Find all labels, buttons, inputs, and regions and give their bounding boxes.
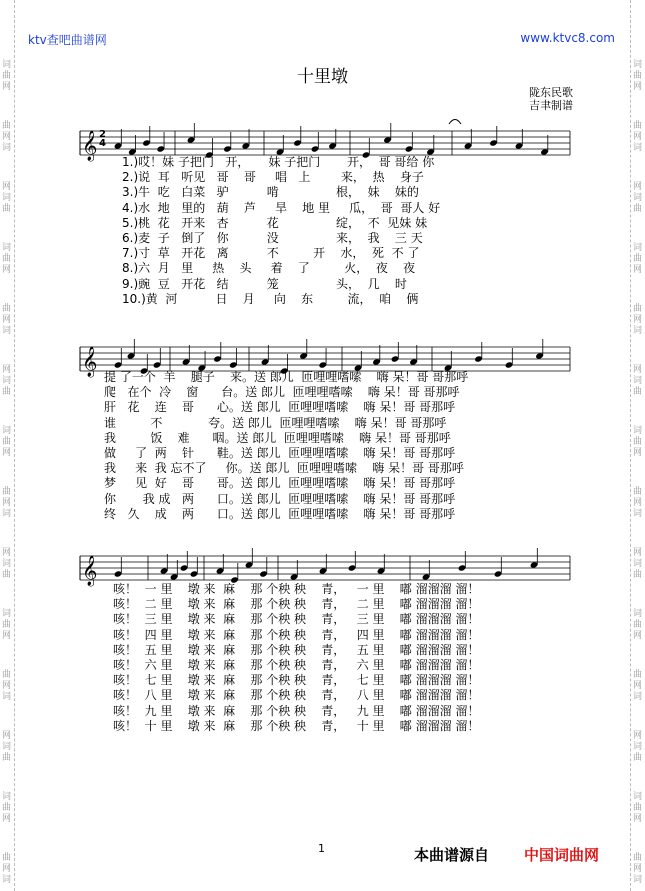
edge-watermark-char: 网 xyxy=(2,681,12,691)
edge-watermark-char: 词 xyxy=(633,326,643,336)
edge-watermark-char: 词 xyxy=(633,426,643,436)
edge-watermark-char: 网 xyxy=(2,731,12,741)
edge-watermark-char: 网 xyxy=(633,448,643,458)
edge-watermark-char: 网 xyxy=(2,631,12,641)
song-title: 十里墩 xyxy=(297,67,348,87)
edge-watermark-char: 词 xyxy=(2,609,12,619)
edge-watermark-char: 词 xyxy=(2,559,12,569)
edge-watermark-char: 网 xyxy=(633,731,643,741)
edge-watermark-char: 曲 xyxy=(633,121,643,131)
lyric-line: 8.)六 月 里 热 头 着 了 火， 夜 夜 xyxy=(122,261,416,276)
lyric-line: 梦 见 好 哥 哥。送 郎儿 匝哩哩嗜嗦 嗨 呆！哥 哥那呼 xyxy=(104,476,456,491)
time-signature-top: 2 xyxy=(99,129,106,140)
fermata-icon xyxy=(449,120,461,125)
edge-watermark-char: 网 xyxy=(633,631,643,641)
edge-watermark-char: 网 xyxy=(633,864,643,874)
edge-watermark-char: 词 xyxy=(2,243,12,253)
edge-watermark-char: 词 xyxy=(2,426,12,436)
edge-watermark-char: 词 xyxy=(633,609,643,619)
lyric-line: 终 久 成 两 口。送 郎儿 匝哩哩嗜嗦 嗨 呆！哥 哥那呼 xyxy=(104,506,456,521)
edge-watermark-char: 曲 xyxy=(2,487,12,497)
source-label: 本曲谱源自 xyxy=(414,846,490,864)
lyric-line: 咳！ 二 里 墩 来 麻 那 个秧 秧 青， 二 里 嘟 溜溜溜 溜！ xyxy=(113,597,480,612)
lyric-line: 9.)豌 豆 开花 结 笼 头， 几 时 xyxy=(122,276,407,291)
lyric-line: 我 饭 难 咽。送 郎儿 匝哩哩嗜嗦 嗨 呆！哥 哥那呼 xyxy=(104,430,451,445)
edge-watermark-char: 曲 xyxy=(2,620,12,630)
lyric-line: 3.)牛 吃 白菜 驴 啃 根， 妹 妹的 xyxy=(122,185,419,200)
edge-watermark-char: 网 xyxy=(2,814,12,824)
song-arranger: 吉聿制谱 xyxy=(529,99,573,112)
edge-watermark-char: 曲 xyxy=(2,304,12,314)
edge-watermark-char: 曲 xyxy=(2,570,12,580)
lyric-line: 咳！ 四 里 墩 来 麻 那 个秧 秧 青， 四 里 嘟 溜溜溜 溜！ xyxy=(113,627,480,642)
lyric-line: 咳！ 九 里 墩 来 麻 那 个秧 秧 青， 九 里 嘟 溜溜溜 溜！ xyxy=(113,703,480,718)
edge-watermark-char: 曲 xyxy=(2,670,12,680)
edge-watermark-char: 网 xyxy=(2,315,12,325)
lyric-line: 咳！ 一 里 墩 来 麻 那 个秧 秧 青， 一 里 嘟 溜溜溜 溜！ xyxy=(113,582,480,596)
lyric-line: 咳！ 五 里 墩 来 麻 那 个秧 秧 青， 五 里 嘟 溜溜溜 溜！ xyxy=(113,642,480,657)
edge-watermark-char: 网 xyxy=(2,365,12,375)
edge-watermark-char: 曲 xyxy=(2,437,12,447)
edge-watermark-char: 曲 xyxy=(633,570,643,580)
edge-watermark-char: 曲 xyxy=(633,437,643,447)
lyric-line: 咳！ 八 里 墩 来 麻 那 个秧 秧 青， 八 里 嘟 溜溜溜 溜！ xyxy=(113,688,480,703)
edge-watermark-char: 网 xyxy=(2,448,12,458)
edge-watermark-char: 曲 xyxy=(2,387,12,397)
lyric-line: 爬 在个 冷 窗 台。送 郎儿 匝哩哩嗜嗦 嗨 呆！哥 哥那呼 xyxy=(104,385,460,400)
edge-watermark-char: 网 xyxy=(633,548,643,558)
lyric-line: 1.)哎！妹 子把门 开， 妹 子把门 开， 哥 哥给 你 xyxy=(122,155,435,169)
edge-watermark-char: 曲 xyxy=(2,753,12,763)
lyric-line: 咳！ 三 里 墩 来 麻 那 个秧 秧 青， 三 里 嘟 溜溜溜 溜！ xyxy=(113,612,480,627)
edge-watermark-char: 曲 xyxy=(633,304,643,314)
edge-watermark-char: 词 xyxy=(2,326,12,336)
edge-watermark-char: 词 xyxy=(2,792,12,802)
lyric-line: 7.)寸 草 开花 离 不 开 水， 死 不 了 xyxy=(122,246,420,261)
edge-watermark-char: 词 xyxy=(2,143,12,153)
song-origin: 陇东民歌 xyxy=(529,86,573,99)
edge-watermark-char: 网 xyxy=(2,265,12,275)
treble-clef-icon: 𝄞 xyxy=(82,556,98,586)
edge-watermark-char: 曲 xyxy=(2,71,12,81)
edge-watermark-char: 网 xyxy=(633,681,643,691)
page-number: 1 xyxy=(318,842,325,855)
edge-watermark-char: 词 xyxy=(2,376,12,386)
lyric-line: 提 了一个 羊 腿子 来。送 郎儿 匝哩哩嗜嗦 嗨 呆！哥 哥那呼 xyxy=(104,370,469,384)
edge-watermark-char: 词 xyxy=(633,559,643,569)
lyric-line: 咳！ 十 里 墩 来 麻 那 个秧 秧 青， 十 里 嘟 溜溜溜 溜！ xyxy=(113,718,480,733)
treble-clef-icon: 𝄞 xyxy=(82,131,98,161)
site-link-right[interactable]: www.ktvc8.com xyxy=(520,31,615,45)
edge-watermark-char: 曲 xyxy=(2,254,12,264)
edge-watermark-char: 网 xyxy=(633,498,643,508)
lyric-line: 4.)水 地 里的 葫 芦 旱 地 里 瓜， 哥 哥人 好 xyxy=(122,200,441,215)
edge-watermark-char: 词 xyxy=(633,509,643,519)
lyric-line: 2.)说 耳 听见 哥 哥 唱 上 来， 热 身子 xyxy=(122,170,424,185)
edge-watermark-char: 词 xyxy=(2,60,12,70)
lyric-line: 5.)桃 花 开来 杏 花 绽， 不 见妹 妹 xyxy=(122,215,428,230)
edge-watermark-char: 词 xyxy=(2,875,12,885)
edge-watermark-char: 曲 xyxy=(2,204,12,214)
edge-watermark-char: 网 xyxy=(633,182,643,192)
edge-watermark-char: 词 xyxy=(633,875,643,885)
edge-watermark-char: 网 xyxy=(2,182,12,192)
edge-watermark-char: 网 xyxy=(633,315,643,325)
edge-watermark-char: 网 xyxy=(633,365,643,375)
edge-watermark-char: 词 xyxy=(633,243,643,253)
lyric-line: 咳！ 七 里 墩 来 麻 那 个秧 秧 青， 七 里 嘟 溜溜溜 溜！ xyxy=(113,673,480,688)
edge-watermark-char: 曲 xyxy=(633,853,643,863)
edge-watermark-char: 曲 xyxy=(633,254,643,264)
edge-watermark-char: 词 xyxy=(2,692,12,702)
edge-watermark-char: 曲 xyxy=(633,71,643,81)
edge-watermark-char: 词 xyxy=(2,742,12,752)
edge-watermark-char: 网 xyxy=(2,498,12,508)
edge-watermark-char: 词 xyxy=(633,792,643,802)
lyric-line: 肝 花 连 哥 心。送 郎儿 匝哩哩嗜嗦 嗨 呆！哥 哥那呼 xyxy=(104,400,456,415)
edge-watermark-char: 词 xyxy=(633,742,643,752)
lyric-line: 你 我 成 两 口。送 郎儿 匝哩哩嗜嗦 嗨 呆！哥 哥那呼 xyxy=(104,491,456,506)
edge-watermark-char: 网 xyxy=(2,82,12,92)
lyric-line: 做 了 两 针 鞋。送 郎儿 匝哩哩嗜嗦 嗨 呆！哥 哥那呼 xyxy=(104,446,456,460)
edge-watermark-char: 词 xyxy=(633,376,643,386)
edge-watermark-char: 词 xyxy=(2,193,12,203)
edge-watermark-char: 网 xyxy=(2,864,12,874)
edge-watermark-char: 曲 xyxy=(633,753,643,763)
lyric-line: 6.)麦 子 倒了 你 没 来， 我 三 天 xyxy=(122,231,423,245)
edge-watermark-char: 曲 xyxy=(633,387,643,397)
edge-watermark-char: 网 xyxy=(633,814,643,824)
time-signature-bottom: 4 xyxy=(99,138,106,149)
edge-watermark-char: 网 xyxy=(633,132,643,142)
lyric-line: 咳！ 六 里 墩 来 麻 那 个秧 秧 青， 六 里 嘟 溜溜溜 溜！ xyxy=(113,658,480,672)
edge-watermark-char: 词 xyxy=(2,509,12,519)
treble-clef-icon: 𝄞 xyxy=(82,347,98,377)
lyric-line: 我 来 我 忘不了 你。送 郎儿 匝哩哩嗜嗦 嗨 呆！哥 哥那呼 xyxy=(104,461,464,476)
edge-watermark-char: 网 xyxy=(633,265,643,275)
lyric-line: 谁 不 夸。送 郎儿 匝哩哩嗜嗦 嗨 呆！哥 哥那呼 xyxy=(104,415,447,430)
edge-watermark-char: 网 xyxy=(2,548,12,558)
edge-watermark-char: 网 xyxy=(2,132,12,142)
site-link-left[interactable]: ktv查吧曲谱网 xyxy=(28,33,107,47)
edge-watermark-char: 曲 xyxy=(2,121,12,131)
edge-watermark-char: 词 xyxy=(633,143,643,153)
edge-watermark-char: 词 xyxy=(633,692,643,702)
edge-watermark-char: 曲 xyxy=(633,487,643,497)
edge-watermark-char: 曲 xyxy=(633,204,643,214)
edge-watermark-char: 曲 xyxy=(633,803,643,813)
lyric-line: 10.)黄 河 日 月 向 东 流， 咱 俩 xyxy=(122,291,419,306)
edge-watermark-char: 曲 xyxy=(2,803,12,813)
edge-watermark-char: 网 xyxy=(633,82,643,92)
edge-watermark-char: 曲 xyxy=(633,670,643,680)
edge-watermark-char: 词 xyxy=(633,60,643,70)
source-name[interactable]: 中国词曲网 xyxy=(524,846,600,864)
edge-watermark-char: 词 xyxy=(633,193,643,203)
edge-watermark-char: 曲 xyxy=(2,853,12,863)
edge-watermark-char: 曲 xyxy=(633,620,643,630)
